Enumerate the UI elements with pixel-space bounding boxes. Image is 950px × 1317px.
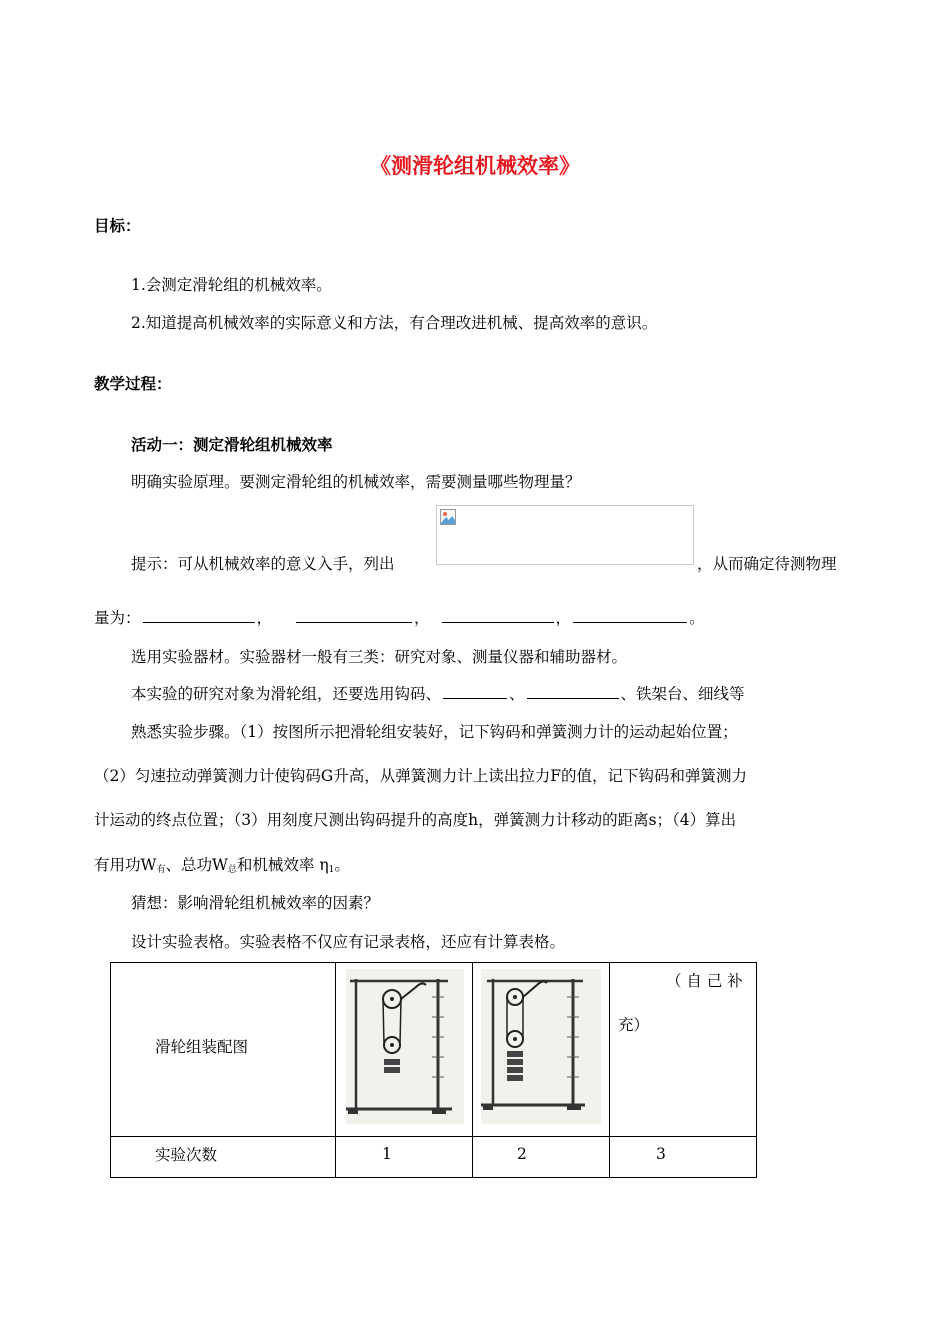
process-heading: 教学过程： <box>94 375 172 393</box>
period: 。 <box>334 856 350 874</box>
pulley-setup-2-image <box>473 963 609 1136</box>
efficiency-label: 和机械效率 η <box>236 856 329 874</box>
objective-1: 1.会测定滑轮组的机械效率。 <box>131 276 332 294</box>
table-cell <box>111 1137 336 1178</box>
formula-image-placeholder <box>436 505 694 565</box>
self-fill-line-2: 充） <box>618 1016 650 1034</box>
trial-2: 2 <box>517 1145 527 1163</box>
self-fill-line-1: （ 自 己 补 <box>666 972 743 990</box>
total-work-label: 、总功W <box>165 856 228 874</box>
trial-count-label: 实验次数 <box>155 1146 218 1164</box>
activity-heading: 活动一：测定滑轮组机械效率 <box>131 436 333 454</box>
hint-suffix: ，从而确定待测物理 <box>697 555 837 573</box>
table-cell <box>336 963 473 1137</box>
hint-prefix: 提示：可从机械效率的意义入手，列出 <box>131 555 395 573</box>
research-prefix: 本实验的研究对象为滑轮组，还要选用钩码、 <box>131 685 442 703</box>
table-cell <box>473 963 610 1137</box>
subscript-1: 1 <box>328 865 335 875</box>
subscript-you: 有 <box>156 865 166 875</box>
blank-quantity-1[interactable] <box>143 607 255 623</box>
table-cell <box>473 1137 610 1178</box>
quantities-line <box>94 606 705 628</box>
blank-quantity-3[interactable] <box>442 607 554 623</box>
comma: ， <box>256 609 273 627</box>
quantities-prefix: 量为： <box>94 609 141 627</box>
principle-text: 明确实验原理。要测定滑轮组的机械效率，需要测量哪些物理量？ <box>131 473 581 491</box>
steps-line-3: 计运动的终点位置；（3）用刻度尺测出钩码提升的高度h，弹簧测力计移动的距离s；（4）算出 <box>94 811 737 829</box>
pulley-setup-1-image <box>336 963 472 1136</box>
period: 。 <box>689 609 705 627</box>
steps-line-4 <box>94 853 350 875</box>
trial-1: 1 <box>382 1145 392 1163</box>
comma: ， <box>414 609 430 627</box>
table-row <box>111 1137 757 1178</box>
research-suffix: 、铁架台、细线等 <box>620 685 745 703</box>
steps-line-2: （2）匀速拉动弹簧测力计使钩码G升高，从弹簧测力计上读出拉力F的值，记下钩码和弹簧测力 <box>94 767 748 785</box>
blank-quantity-4[interactable] <box>573 607 687 623</box>
equipment-text: 选用实验器材。实验器材一般有三类：研究对象、测量仪器和辅助器材。 <box>131 648 628 666</box>
objectives-heading: 目标： <box>94 217 141 235</box>
guess-text: 猜想：影响滑轮组机械效率的因素？ <box>131 894 380 912</box>
subscript-zong: 总 <box>227 865 237 875</box>
design-text: 设计实验表格。实验表格不仅应有记录表格，还应有计算表格。 <box>131 933 566 951</box>
table-cell <box>336 1137 473 1178</box>
experiment-table <box>110 962 757 1178</box>
blank-equipment-1[interactable] <box>443 683 507 699</box>
objective-2: 2.知道提高机械效率的实际意义和方法，有合理改进机械、提高效率的意识。 <box>131 314 658 332</box>
steps-line-1: 熟悉实验步骤。（1）按图所示把滑轮组安装好，记下钩码和弹簧测力计的运动起始位置； <box>131 723 738 741</box>
trial-3: 3 <box>656 1145 666 1163</box>
research-sep: 、 <box>509 685 525 703</box>
comma: ， <box>555 609 572 627</box>
useful-work-label: 有用功W <box>94 856 157 874</box>
table-cell <box>610 1137 757 1178</box>
blank-equipment-2[interactable] <box>527 683 619 699</box>
table-cell <box>610 963 757 1137</box>
broken-image-icon <box>440 509 456 525</box>
assembly-diagram-label: 滑轮组装配图 <box>155 1038 249 1056</box>
blank-quantity-2[interactable] <box>296 607 412 623</box>
table-cell <box>111 963 336 1137</box>
research-line <box>131 682 745 704</box>
table-row <box>111 963 757 1137</box>
document-title: 《测滑轮组机械效率》 <box>370 154 580 178</box>
